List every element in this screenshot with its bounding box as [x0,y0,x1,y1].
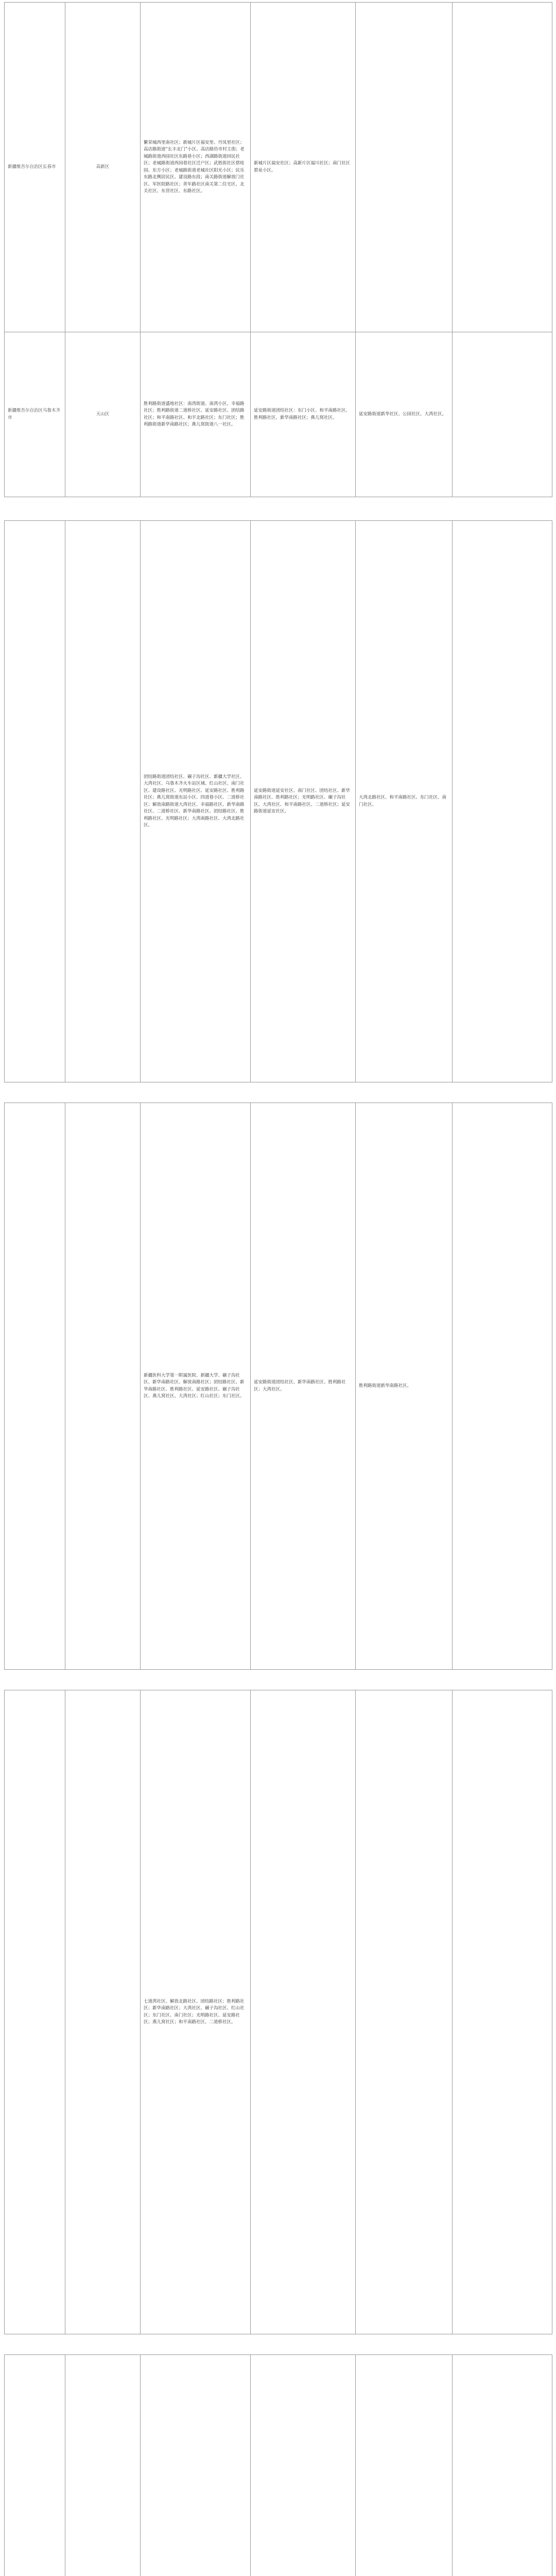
district-cell [65,2355,141,2576]
high-risk-cell: 繁荣城西里南社区；新城片区福安里、丹凤里社区；高店路街道“长丰北门”小区、高店路仿市村主街；老城路街道西园社区东路巷小区；西湖路街道回民社区；老城路街道西园巷社区迁户区；武胜街社区碧桂园、东方小区；老城路街道老城社区阳光小区；民乐东路北侧居民区、建设路东段；南关路街道解放门社区、军医院路社区；青年路社区南关第二住宅区、北关社区、东营社区、东路社区。 [141,3,251,332]
city-cell [5,1103,65,1670]
city-cell [5,521,65,1082]
table-row [5,2355,552,2576]
risk-area-table-4 [4,1690,552,2334]
table-row [5,1103,552,1670]
high-risk-cell [141,2355,251,2576]
high-risk-cell: 新疆医科大学第一附属医院、新疆大学、碾子沟社区、新华南路社区、解放南路社区；团结路社区、新华南路社区、胜利路社区、延安路社区、碾子沟社区、燕儿窝社区、大湾社区；红山社区；东门社区。 [141,1103,251,1670]
city-cell [5,1690,65,2334]
risk-area-table-1 [4,2,552,497]
risk-area-table-2 [4,520,552,1082]
mid-risk-cell: 延安路街道团结社区：东门小区、和平南路社区、胜利路社区、新华南路社区；燕儿窝社区。 [251,332,356,497]
low-risk-cell: 胜利路街道新华南路社区。 [356,1103,453,1670]
low-risk-cell: 延安路街道新华社区、公园社区、大湾社区。 [356,332,453,497]
mid-risk-cell: 延安路街道延安社区、南门社区、团结社区、新华南路社区、胜利路社区；光明路社区、碾子沟社区、大湾社区、和平南路社区、二道桥社区；延安路街道延安社区。 [251,521,356,1082]
city-cell: 新疆维吾尔自治区乌鲁木齐市 [5,332,65,497]
note-cell [453,1103,552,1670]
risk-area-table-5 [4,2354,552,2576]
low-risk-cell: 大湾北路社区、和平南路社区、东门社区、南门社区。 [356,521,453,1082]
mid-risk-cell [251,1690,356,2334]
mid-risk-cell: 新城片区福安社区；高新片区福川社区；南门社区碧泉小区。 [251,3,356,332]
city-cell [5,2355,65,2576]
note-cell [453,521,552,1082]
mid-risk-cell: 延安路街道团结社区、新华南路社区、胜利路社区；大湾社区。 [251,1103,356,1670]
low-risk-cell [356,1690,453,2334]
table-row [5,1690,552,2334]
risk-area-table-3 [4,1103,552,1670]
low-risk-cell [356,2355,453,2576]
district-cell: 高新区 [65,3,141,332]
high-risk-cell: 团结路街道团结社区、碾子沟社区、新疆大学社区、大湾社区、乌鲁木齐火车站区域、红山社区、南门社区、建设路社区、光明路社区、延安路社区、胜利路社区；燕儿窝街道东站小区、四道巷小区、二道桥社区；解放南路街道大湾社区、幸福路社区、新华南路社区、二道桥社区、新华南路社区、团结路社区、胜利路社区、光明路社区；大湾南路社区、大湾北路社区。 [141,521,251,1082]
table-row [5,521,552,1082]
low-risk-cell [356,3,453,332]
note-cell [453,1690,552,2334]
note-cell [453,3,552,332]
high-risk-cell: 胜利路街道盛地社区：南湾街道、南湾小区、幸福路社区；胜利路街道二道桥社区、延安路社区、团结路社区；和平南路社区、和平北路社区；东门社区；胜利路街道新华南路社区；燕儿窝街道八一社区。 [141,332,251,497]
table-row [5,3,552,332]
district-cell: 天山区 [65,332,141,497]
district-cell [65,1690,141,2334]
district-cell [65,1103,141,1670]
note-cell [453,332,552,497]
district-cell [65,521,141,1082]
note-cell [453,2355,552,2576]
city-cell: 新疆维吾尔自治区长春市 [5,3,65,332]
table-row [5,332,552,497]
high-risk-cell: 七道湾社区、解放北路社区、团结路社区；胜利路社区；新华南路社区；大湾社区、碾子沟社区、红山社区；东门社区、南门社区；光明路社区、延安路社区；燕儿窝社区；和平南路社区、二道桥社区。 [141,1690,251,2334]
mid-risk-cell [251,2355,356,2576]
